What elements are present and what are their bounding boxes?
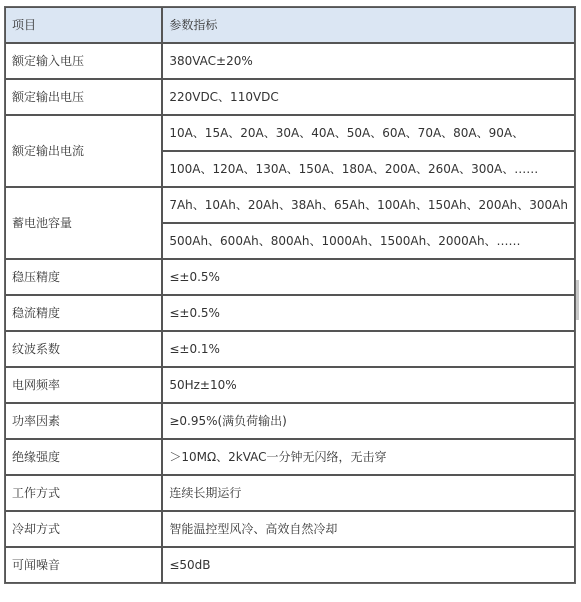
row-label: 蓄电池容量 xyxy=(5,187,162,259)
row-label: 可闻噪音 xyxy=(5,547,162,583)
row-label: 工作方式 xyxy=(5,475,162,511)
row-value: ≥0.95%(满负荷输出) xyxy=(162,403,575,439)
table-row xyxy=(5,187,575,223)
row-value: 10A、15A、20A、30A、40A、50A、60A、70A、80A、90A、 xyxy=(162,115,575,151)
table-row xyxy=(5,295,575,331)
row-value: ＞10MΩ、2kVAC一分钟无闪络，无击穿 xyxy=(162,439,575,475)
row-value: ≤±0.5% xyxy=(162,295,575,331)
row-label: 稳流精度 xyxy=(5,295,162,331)
row-label: 额定输出电流 xyxy=(5,115,162,187)
row-label: 额定输入电压 xyxy=(5,43,162,79)
row-label: 冷却方式 xyxy=(5,511,162,547)
row-value: 连续长期运行 xyxy=(162,475,575,511)
table-row xyxy=(5,439,575,475)
table-row xyxy=(5,403,575,439)
row-label: 纹波系数 xyxy=(5,331,162,367)
table-row xyxy=(5,43,575,79)
table-row xyxy=(5,547,575,583)
row-value: 7Ah、10Ah、20Ah、38Ah、65Ah、100Ah、150Ah、200Ah、300Ah xyxy=(162,187,575,223)
header-item: 项目 xyxy=(5,7,162,43)
row-value: 100A、120A、130A、150A、180A、200A、260A、300A、…… xyxy=(162,151,575,187)
table-row xyxy=(5,115,575,151)
row-label: 稳压精度 xyxy=(5,259,162,295)
row-value: ≤±0.5% xyxy=(162,259,575,295)
row-value: 220VDC、110VDC xyxy=(162,79,575,115)
table-row xyxy=(5,79,575,115)
table-row xyxy=(5,331,575,367)
row-label: 电网频率 xyxy=(5,367,162,403)
row-value: 50Hz±10% xyxy=(162,367,575,403)
row-label: 功率因素 xyxy=(5,403,162,439)
row-value: 智能温控型风冷、高效自然冷却 xyxy=(162,511,575,547)
scroll-indicator xyxy=(576,280,579,320)
row-value: 500Ah、600Ah、800Ah、1000Ah、1500Ah、2000Ah、…… xyxy=(162,223,575,259)
row-value: 380VAC±20% xyxy=(162,43,575,79)
header-spec: 参数指标 xyxy=(162,7,575,43)
row-value: ≤±0.1% xyxy=(162,331,575,367)
table-row xyxy=(5,511,575,547)
parameter-table xyxy=(4,6,576,584)
table-header-row xyxy=(5,7,575,43)
table-row xyxy=(5,259,575,295)
row-label: 额定输出电压 xyxy=(5,79,162,115)
table-row xyxy=(5,475,575,511)
row-label: 绝缘强度 xyxy=(5,439,162,475)
table-row xyxy=(5,367,575,403)
row-value: ≤50dB xyxy=(162,547,575,583)
